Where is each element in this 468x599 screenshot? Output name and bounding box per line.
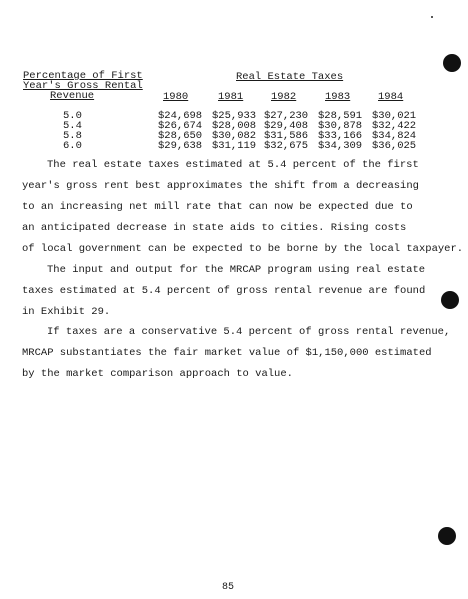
body-text-line: If taxes are a conservative 5.4 percent of gross rental revenue, (47, 326, 451, 338)
body-text-line: year's gross rent best approximates the shift from a decreasing (22, 180, 419, 192)
table-value-cell: $32,422 (372, 120, 417, 132)
body-text-line: to an increasing net mill rate that can now be expected due to (22, 201, 413, 213)
year-header: 1983 (325, 91, 351, 103)
column-header-line-1: Percentage of First (23, 70, 143, 82)
table-value-cell: $34,309 (318, 140, 363, 152)
table-pct-cell: 5.4 (63, 120, 82, 132)
table-value-cell: $31,119 (212, 140, 257, 152)
page-number: 85 (222, 582, 235, 593)
table-value-cell: $29,638 (158, 140, 203, 152)
table-value-cell: $25,933 (212, 110, 257, 122)
table-value-cell: $36,025 (372, 140, 417, 152)
body-text-line: The real estate taxes estimated at 5.4 percent of the first (47, 159, 419, 171)
table-value-cell: $30,878 (318, 120, 363, 132)
year-header: 1984 (378, 91, 404, 103)
punch-hole-top (443, 54, 461, 72)
column-header-line-2: Year's Gross Rental (23, 80, 143, 92)
body-text-line: by the market comparison approach to value. (22, 368, 293, 380)
table-pct-cell: 6.0 (63, 140, 82, 152)
table-value-cell: $31,586 (264, 130, 309, 142)
column-header-line-3: Revenue (50, 90, 95, 102)
table-value-cell: $30,021 (372, 110, 417, 122)
table-pct-cell: 5.0 (63, 110, 82, 122)
body-text-line: The input and output for the MRCAP program using real estate (47, 264, 426, 276)
body-text-line: an anticipated decrease in state aids to cities. Rising costs (22, 222, 407, 234)
table-value-cell: $26,674 (158, 120, 203, 132)
year-header: 1980 (163, 91, 189, 103)
table-value-cell: $29,408 (264, 120, 309, 132)
body-text-line: taxes estimated at 5.4 percent of gross rental revenue are found (22, 285, 426, 297)
year-header: 1982 (271, 91, 297, 103)
body-text-line: of local government can be expected to be borne by the local taxpayer. (22, 243, 464, 255)
table-value-cell: $27,230 (264, 110, 309, 122)
table-pct-cell: 5.8 (63, 130, 82, 142)
table-value-cell: $32,675 (264, 140, 309, 152)
table-value-cell: $28,650 (158, 130, 203, 142)
table-value-cell: $28,591 (318, 110, 363, 122)
body-text-line: MRCAP substantiates the fair market value of $1,150,000 estimated (22, 347, 432, 359)
table-value-cell: $34,824 (372, 130, 417, 142)
table-value-cell: $30,082 (212, 130, 257, 142)
punch-hole-bottom (438, 527, 456, 545)
year-header: 1981 (218, 91, 244, 103)
group-header: Real Estate Taxes (236, 71, 344, 83)
body-text-line: in Exhibit 29. (22, 306, 111, 318)
table-value-cell: $28,008 (212, 120, 257, 132)
table-value-cell: $33,166 (318, 130, 363, 142)
table-value-cell: $24,698 (158, 110, 203, 122)
scan-speck (431, 16, 433, 18)
